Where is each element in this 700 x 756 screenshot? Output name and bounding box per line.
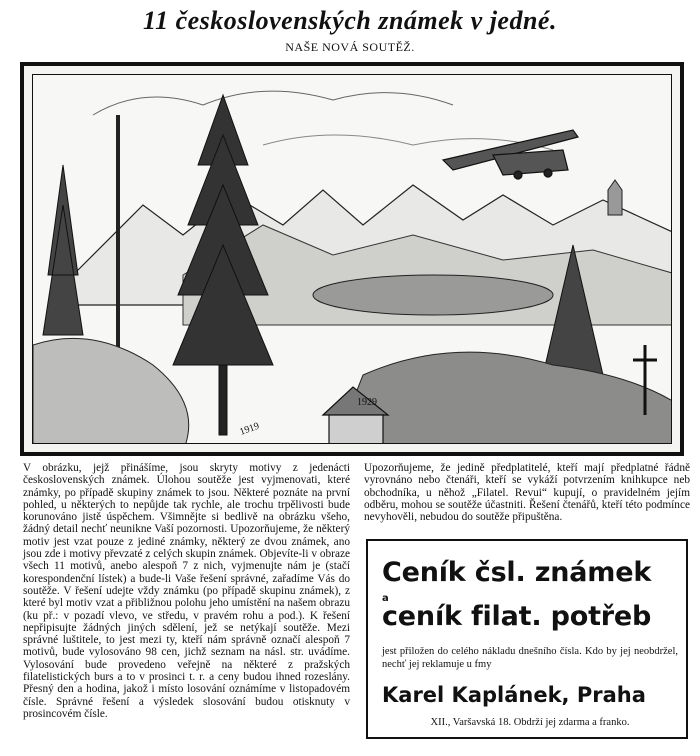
landscape-illustration <box>32 74 672 444</box>
article-subtitle: NAŠE NOVÁ SOUTĚŽ. <box>285 40 415 54</box>
article-column-2: Upozorňujeme, že jedině předplatitelé, kteří mají předplatné řádně vyrovnáno nebo čtenáři, kteří se vykáží potvrzením knihkupce neb obchodníka, u něhož „Filatel. Revui“ kupují, o pravidelném jejím odběru, mohou se soutěže účastniti. Řešení čtenářů, kteří této podmínce nevyhověli, nebudou do soutěže připuštěna. <box>364 462 690 524</box>
plaque-1929: 1929 <box>357 397 377 408</box>
article-title: 11 československých známek v jedné. <box>143 6 557 35</box>
price-list-advert <box>366 539 688 739</box>
article-column-1: V obrázku, jejž přinášíme, jsou skryty motivy z jedenácti československých známek. Úlohou soutěže jest vyjmenovati, které známky, po případě skupiny známek to jsou. Některé poznáte na první pohled, u některých to nepůjde tak rychle, ale trochu trpělivosti bude korunováno jistě úspěchem. Všimnějte si bedlivě na obrázku všeho, žádný detail nechť neunikne Vaší pozornosti. Upozorňujeme, že některý motiv jest vzat pouze z jediné známky, některý ze dvou známek, ano jsou zde i motivy převzaté z celých skupin známek. Objevíte-li v obraze všech 11 motivů, anebo alespoň 7 z nich, vyjmenujte nám je (stačí korespondenční lístek) a bude-li Vaše řešení správné, zařadíme Vás do soutěže. V řešení udejte vždy známku (po případě skupinu známek), z které byl motiv vzat a přibližnou polohu jeho umístění na našem obrazu (ku př.: v pozadí vlevo, ve středu, v pravém rohu a pod.). K řešení nepřipisujte žádných jiných sdělení, jež se netýkají soutěže. Mezi správné luštitele, to jest mezi ty, kteří nám správně označí alespoň 7 motivů, bude vylosováno 98 cen, jichž seznam na násl. str. uvádíme. Vylosování bude provedeno veřejně na některé z pražských filatelistických burs a to v prosinci t. r. a ceny budou ihned rozeslány. Přesný den a hodina, jakož i místo losování oznámíme v listopadovém čísle. Správné řešení a výsledek slosování budou otisknuty v prosincovém čísle. <box>23 462 350 720</box>
advert-body: jest přiložen do celého nákladu dnešního čísla. Kdo by jej neobdržel, nechť jej reklamuje u fmy <box>382 646 678 670</box>
plaque-1919: 1919 <box>238 420 261 438</box>
landscape-drawing <box>33 75 672 444</box>
advert-connector: a <box>382 593 389 604</box>
advert-brand: Karel Kaplánek, Praha <box>382 683 646 707</box>
advert-heading-1: Ceník čsl. známek <box>382 557 652 588</box>
advert-heading-2: ceník filat. potřeb <box>382 601 652 632</box>
lake <box>313 275 553 315</box>
advert-address: XII., Varšavská 18. Obdrží jej zdarma a franko. <box>430 717 630 728</box>
illustration-frame <box>20 62 684 456</box>
